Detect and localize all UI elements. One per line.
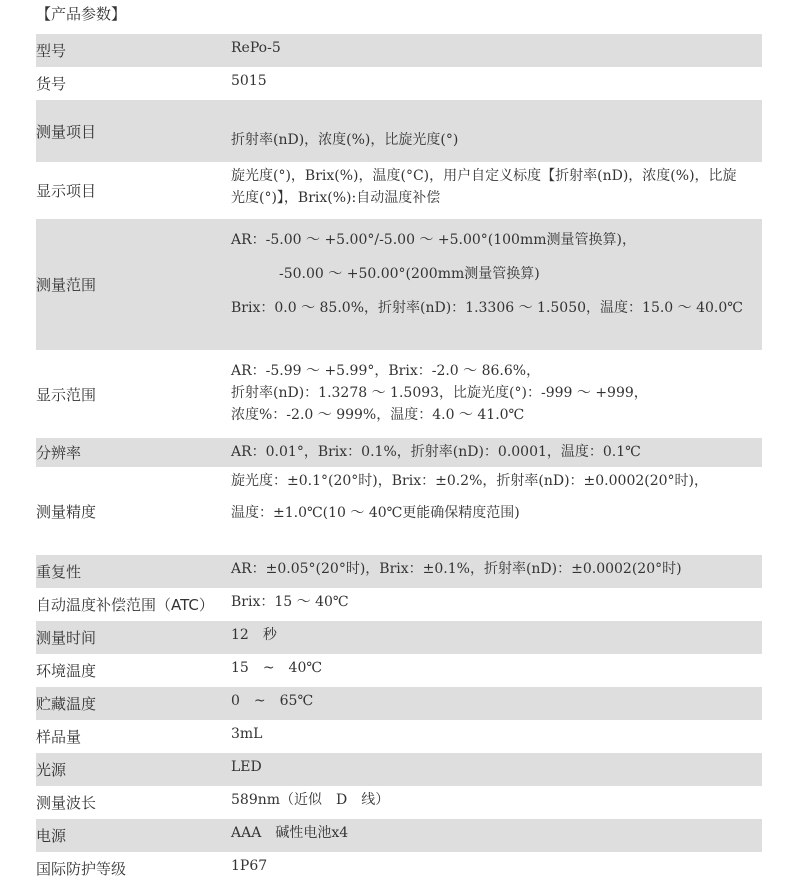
value-line: 浓度%：-2.0 ～ 999%，温度：4.0 ～ 41.0℃: [231, 407, 525, 423]
row-label: 测量时间: [36, 629, 97, 647]
row-value: [231, 219, 762, 350]
table-row: [36, 786, 762, 819]
row-value: [231, 753, 762, 786]
row-label: 分辨率: [36, 444, 82, 462]
value-line: 5015: [231, 73, 267, 89]
value-line: 0 ~ 65℃: [231, 693, 314, 709]
row-label: 贮藏温度: [36, 695, 97, 713]
row-label: 测量项目: [36, 122, 97, 141]
row-label: 货号: [36, 75, 67, 93]
value-line: 3mL: [231, 726, 263, 742]
row-label: 环境温度: [36, 662, 97, 680]
table-row: [36, 687, 762, 720]
value-line: AR：0.01°，Brix：0.1%，折射率(nD)：0.0001，温度：0.1℃: [231, 444, 641, 460]
row-value: [231, 34, 762, 67]
row-value: [231, 786, 762, 819]
value-line: 1P67: [231, 858, 268, 874]
table-row: [36, 852, 762, 885]
value-line: 折射率(nD)，浓度(%)，比旋光度(°): [231, 132, 459, 148]
value-line: 旋光度(°)，Brix(%)，温度(°C)，用户自定义标度【折射率(nD)，浓度(%)，比旋光度(°)】，Brix(%):自动温度补偿: [231, 168, 737, 206]
table-row: [36, 753, 762, 786]
value-line: 589nm（近似 D 线）: [231, 792, 390, 808]
row-label: 测量范围: [36, 276, 97, 294]
table-row: [36, 621, 762, 654]
value-line: RePo-5: [231, 40, 281, 56]
table-row: [36, 438, 762, 467]
row-value: [231, 852, 762, 885]
value-line: Brix：0.0 ～ 85.0%，折射率(nD)：1.3306 ～ 1.5050，温度：15.0 ～ 40.0℃: [231, 300, 743, 316]
table-row: [36, 162, 762, 219]
row-value: [231, 438, 762, 467]
row-value: [231, 467, 762, 555]
row-label: 显示范围: [36, 385, 97, 404]
table-row: [36, 720, 762, 753]
row-label: 型号: [36, 42, 67, 60]
table-row: [36, 654, 762, 687]
row-label: 显示项目: [36, 182, 97, 200]
row-value: [231, 67, 762, 100]
value-line: AAA 碱性电池x4: [231, 825, 349, 841]
row-label: 测量波长: [36, 794, 97, 812]
row-label: 样品量: [36, 728, 82, 746]
value-line: AR：-5.00 ～ +5.00°/-5.00 ～ +5.00°(100mm测量管换算)，: [231, 232, 636, 248]
row-value: [231, 555, 762, 588]
value-line: AR：-5.99 ～ +5.99°，Brix：-2.0 ～ 86.6%，: [231, 363, 541, 379]
row-value: [231, 654, 762, 687]
row-value: [231, 621, 762, 654]
table-row: [36, 34, 762, 67]
table-row: [36, 219, 762, 350]
value-line: 15 ~ 40℃: [231, 660, 323, 676]
row-value: [231, 588, 762, 621]
table-row: [36, 67, 762, 100]
row-label: 国际防护等级: [36, 860, 127, 878]
row-value: [231, 100, 762, 162]
value-line: 温度：±1.0℃(10 ～ 40℃更能确保精度范围): [231, 505, 520, 521]
row-label: 电源: [36, 827, 67, 845]
table-row: [36, 588, 762, 621]
section-heading: 【产品参数】: [36, 5, 127, 23]
row-label: 自动温度补偿范围（ATC）: [36, 596, 214, 614]
row-label: 重复性: [36, 563, 82, 581]
row-value: [231, 819, 762, 852]
table-row: [36, 467, 762, 555]
row-value: [231, 720, 762, 753]
row-label: 测量精度: [36, 502, 97, 521]
value-line: 旋光度：±0.1°(20°时)，Brix：±0.2%，折射率(nD)：±0.0002(20°时)，: [231, 473, 709, 489]
value-line: Brix：15 ～ 40℃: [231, 594, 349, 610]
value-line: 折射率(nD)：1.3278 ～ 1.5093，比旋光度(°)：-999 ～ +999，: [231, 385, 648, 401]
value-line: AR：±0.05°(20°时)，Brix：±0.1%，折射率(nD)：±0.0002(20°时): [231, 561, 682, 577]
value-line: 12 秒: [231, 627, 277, 643]
row-value: [231, 350, 762, 438]
table-row: [36, 100, 762, 162]
value-line: -50.00 ～ +50.00°(200mm测量管换算): [279, 266, 540, 282]
row-value: [231, 162, 762, 219]
table-row: [36, 819, 762, 852]
table-row: [36, 350, 762, 438]
table-row: [36, 555, 762, 588]
row-label: 光源: [36, 761, 67, 779]
value-line: LED: [231, 759, 262, 775]
row-value: [231, 687, 762, 720]
spec-table: [36, 34, 762, 885]
